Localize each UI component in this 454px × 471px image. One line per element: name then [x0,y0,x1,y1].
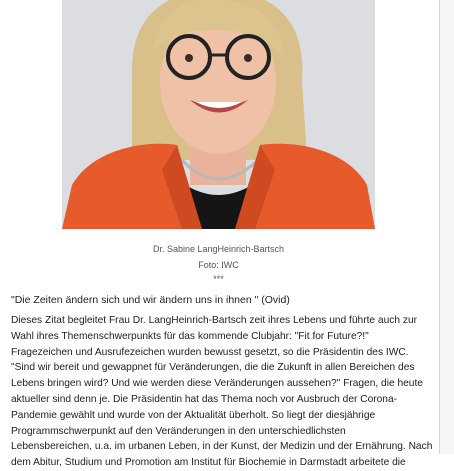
portrait-photo [62,0,375,229]
article-line: Pandemie gewählt und wurde von der Aktualität überholt. So liegt der diesjährige [11,409,376,421]
article-line: Lebens bringen wird? Und wie werden diese Veränderungen aussehen?" Fragen, die heute [11,378,423,390]
article-line: Dieses Zitat begleitet Frau Dr. LangHeinrich-Bartsch zeit ihres Lebens und führte auch zur [11,315,418,326]
article-line: Programmschwerpunkt auf den Veränderungen in den unterschiedlichsten [11,425,346,437]
photo-caption-name: Dr. Sabine LangHeinrich-Bartsch [152,244,285,254]
article-line: Fragezeichen und Ausrufezeichen wurden bewusst gesetzt, so die Präsidentin des IWC. [11,346,409,358]
vertical-scrollbar[interactable] [439,0,454,454]
caption-separator: *** [213,274,224,284]
article-line: aktueller sind denn je. Die Präsidentin hat das Thema noch vor Ausbruch der Corona- [11,393,398,405]
article-line: Wahl ihres Themenschwerpunkts für das kommende Clubjahr: "Fit for Future?!" [11,330,369,342]
article-quote: "Die Zeiten ändern sich und wir ändern uns in ihnen " (Ovid) [11,294,290,306]
article-line: Lebensbereichen, u.a. im urbanen Leben, in der Kunst, der Medizin und der Ernährung. Nach [11,441,433,453]
article-body [11,313,436,471]
article-line: "Sind wir bereit und gewappnet für Veränderungen, die die Zukunft in allen Bereichen des [11,362,415,374]
article-line: dem Abitur, Studium und Promotion am Institut für Biochemie in Darmstadt arbeitete die [11,457,406,469]
photo-caption-credit: Foto: IWC [198,260,239,270]
